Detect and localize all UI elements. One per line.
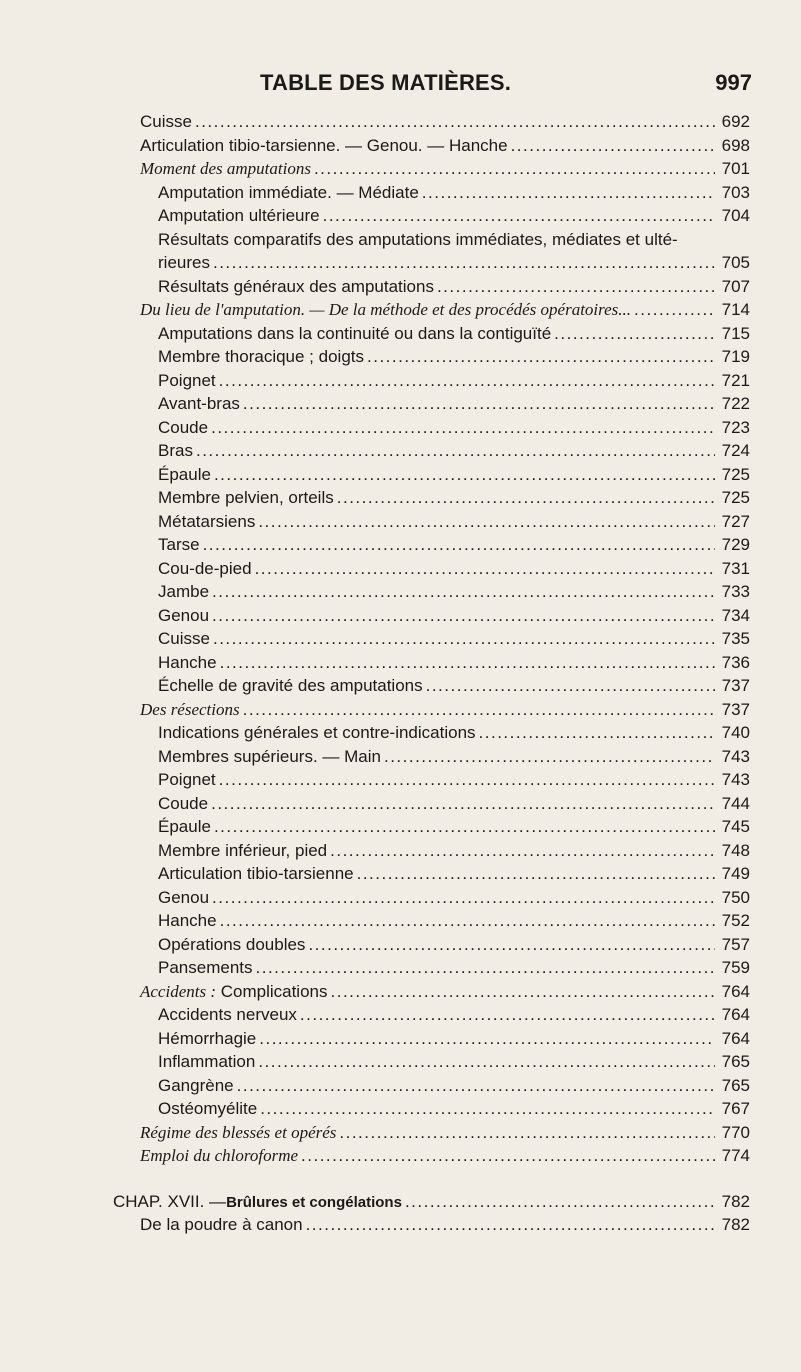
toc-entry (140, 110, 750, 133)
dot-leader (259, 1027, 715, 1050)
entry-label: Membre pelvien, orteils (158, 488, 334, 507)
entry-page-number: 759 (721, 958, 750, 977)
dot-leader (300, 1003, 715, 1026)
toc-entry (158, 416, 750, 439)
entry-page-number: 737 (721, 699, 750, 719)
entry-label: Inflammation (158, 1052, 256, 1071)
entry-label: De la poudre à canon (140, 1215, 303, 1234)
toc-entry (158, 1097, 750, 1120)
entry-label: Accidents : (140, 981, 216, 1001)
dot-leader (214, 463, 715, 486)
entry-page-number: 765 (721, 1075, 750, 1095)
entry-label: Membre thoracique ; doigts (158, 347, 364, 366)
chapter-title (226, 1190, 402, 1214)
entry-page-number: 701 (721, 159, 750, 178)
dot-leader (237, 1074, 715, 1097)
dot-leader (426, 674, 715, 697)
dot-leader (196, 439, 715, 462)
entry-label: Poignet (158, 770, 216, 789)
entry-page-number: 740 (721, 723, 750, 742)
dot-leader (314, 157, 715, 180)
dot-leader (405, 1190, 715, 1213)
entry-page-number: 703 (721, 182, 750, 202)
dot-leader (422, 181, 715, 204)
entry-page-number: 764 (721, 1005, 750, 1024)
toc-entry (140, 1213, 750, 1236)
toc-entry (158, 909, 750, 932)
toc-entry (158, 886, 750, 909)
toc-entry (140, 1144, 750, 1167)
entry-label: Indications générales et contre-indications (158, 723, 476, 742)
toc-entry (158, 1003, 750, 1026)
entry-label: Moment des amputations (140, 159, 311, 178)
entry-page-number: 782 (721, 1215, 750, 1234)
entry-label: Genou (158, 605, 210, 625)
dot-leader (367, 345, 715, 368)
toc-entry (158, 204, 750, 227)
dot-leader (634, 298, 715, 321)
entry-page-number: 744 (721, 793, 750, 813)
dot-leader (301, 1144, 715, 1167)
dot-leader (219, 768, 715, 791)
entry-label: Épaule (158, 464, 211, 484)
entry-label: Du lieu de l'amputation. — De la méthode et des procédés opératoires... (140, 300, 632, 319)
dot-leader (211, 792, 715, 815)
entry-label: Pansements (158, 958, 253, 977)
entry-label: Bras (158, 441, 193, 460)
entry-label: rieures (158, 253, 210, 272)
dot-leader (213, 627, 715, 650)
toc-entry (140, 980, 750, 1003)
dot-leader (260, 1097, 715, 1120)
running-title: TABLE DES MATIÈRES. (260, 70, 512, 95)
toc-entry (158, 792, 750, 815)
toc-entry (158, 463, 750, 486)
dot-leader (220, 909, 715, 932)
toc-entry (158, 345, 750, 368)
entry-label: Articulation tibio-tarsienne. — Genou. — Hanche (140, 135, 508, 155)
dot-leader (220, 651, 715, 674)
toc-entry (140, 698, 750, 721)
toc-entry (158, 510, 750, 533)
entry-label: Amputation immédiate. — Médiate (158, 182, 419, 202)
toc-entry (158, 275, 750, 298)
entry-page-number: 725 (721, 464, 750, 484)
entry-page-number: 692 (721, 112, 750, 131)
toc-entry (158, 439, 750, 462)
entry-page-number: 764 (721, 981, 750, 1001)
entry-page-number: 770 (721, 1122, 750, 1142)
toc-entry (158, 322, 750, 345)
dot-leader (212, 580, 715, 603)
toc-entry (158, 181, 750, 204)
entry-page-number: 727 (721, 511, 750, 531)
entry-label: Ostéomyélite (158, 1099, 258, 1118)
entry-page-number: 765 (721, 1052, 750, 1071)
entry-page-number: 707 (721, 276, 750, 296)
entry-page-number: 743 (721, 770, 750, 789)
entry-label: Amputations dans la continuité ou dans la contiguïté (158, 323, 552, 343)
dot-leader (554, 322, 715, 345)
dot-leader (195, 110, 715, 133)
entry-label: Métatarsiens (158, 511, 256, 531)
entry-page-number: 743 (721, 746, 750, 766)
dot-leader (337, 486, 715, 509)
toc-entry (158, 651, 750, 674)
toc-entry (158, 815, 750, 838)
entry-page-number: 764 (721, 1028, 750, 1048)
toc-entry (158, 745, 750, 768)
dot-leader (258, 1050, 715, 1073)
entry-label: Régime des blessés et opérés (140, 1122, 337, 1142)
entry-page-number: 735 (721, 629, 750, 648)
entry-label: Des résections (140, 699, 240, 719)
entry-label: Articulation tibio-tarsienne (158, 864, 354, 883)
entry-page-number: 722 (721, 394, 750, 413)
chapter-entry (113, 1190, 750, 1213)
dot-leader (306, 1213, 715, 1236)
toc-entry (158, 721, 750, 744)
entry-label: Résultats généraux des amputations (158, 276, 434, 296)
toc-entry (158, 674, 750, 697)
entry-page-number: 737 (721, 676, 750, 695)
entry-page-number: 731 (721, 558, 750, 578)
entry-page-number: 757 (721, 934, 750, 954)
dot-leader (213, 251, 715, 274)
entry-label: Hanche (158, 911, 217, 930)
entry-label: Membres supérieurs. — Main (158, 746, 381, 766)
entry-page-number: 721 (721, 370, 750, 390)
toc-entry (158, 533, 750, 556)
toc-entry (158, 1027, 750, 1050)
entry-label: Hanche (158, 652, 217, 672)
entry-page-number: 704 (721, 206, 750, 225)
toc-entry (158, 839, 750, 862)
toc-entry (158, 604, 750, 627)
dot-leader (243, 392, 715, 415)
toc-entry (158, 627, 750, 650)
dot-leader (211, 416, 715, 439)
dot-leader (308, 933, 715, 956)
entry-label: Membre inférieur, pied (158, 840, 328, 860)
entry-label: Avant-bras (158, 394, 240, 413)
chapter-title-text: Brûlures et congélations (226, 1193, 402, 1211)
dot-leader (255, 557, 715, 580)
entry-page-number: 752 (721, 911, 750, 930)
entry-label: Coude (158, 417, 209, 437)
page-number: 997 (715, 70, 752, 95)
entry-page-number: 715 (721, 323, 750, 343)
toc-entry (158, 228, 750, 251)
toc-entry (158, 933, 750, 956)
dot-leader (258, 510, 715, 533)
toc-entry (158, 862, 750, 885)
entry-page-number: 749 (721, 864, 750, 883)
toc-entry (158, 1074, 750, 1097)
toc-entry (158, 557, 750, 580)
entry-label: Accidents nerveux (158, 1005, 297, 1024)
entry-label: Gangrène (158, 1075, 234, 1095)
entry-page-number: 774 (721, 1146, 750, 1165)
entry-label: Hémorrhagie (158, 1028, 257, 1048)
dot-leader (212, 886, 715, 909)
entry-label: Échelle de gravité des amputations (158, 676, 423, 695)
toc-entry (158, 251, 750, 274)
entry-label: Jambe (158, 582, 210, 601)
entry-page-number: 714 (721, 300, 750, 319)
toc-entry (158, 768, 750, 791)
entry-page-number: 736 (721, 652, 750, 672)
dot-leader (357, 862, 715, 885)
entry-page-number: 729 (721, 535, 750, 554)
entry-page-number: 698 (721, 135, 750, 155)
entry-page-number: 767 (721, 1099, 750, 1118)
entry-label: Cuisse (140, 112, 192, 131)
entry-page-number: 725 (721, 488, 750, 507)
dot-leader (219, 369, 715, 392)
dot-leader (203, 533, 715, 556)
entry-page-number: 719 (721, 347, 750, 366)
entry-page-number: 748 (721, 840, 750, 860)
dot-leader (331, 980, 716, 1003)
dot-leader (339, 1121, 715, 1144)
dot-leader (384, 745, 715, 768)
dot-leader (437, 275, 715, 298)
toc-entry (140, 298, 750, 321)
entry-page-number: 724 (721, 441, 750, 460)
toc-entry (158, 392, 750, 415)
toc-entry (158, 1050, 750, 1073)
entry-label: Cou-de-pied (158, 558, 252, 578)
dot-leader (256, 956, 716, 979)
toc-entry (158, 580, 750, 603)
toc-entry (158, 369, 750, 392)
entry-label: Cuisse (158, 629, 210, 648)
entry-label: Genou (158, 887, 210, 907)
entry-label: Épaule (158, 817, 211, 836)
page-header (140, 70, 752, 100)
dot-leader (243, 698, 715, 721)
toc-entry (140, 1121, 750, 1144)
entry-page-number: 733 (721, 582, 750, 601)
entry-label: Tarse (158, 535, 200, 554)
entry-page-number: 723 (721, 417, 750, 437)
entry-label: Résultats comparatifs des amputations immédiates, médiates et ulté- (158, 229, 678, 249)
entry-label: Poignet (158, 370, 216, 390)
entry-label: Opérations doubles (158, 934, 306, 954)
entry-label-continued: Complications (216, 981, 328, 1001)
toc-entry (158, 956, 750, 979)
dot-leader (479, 721, 715, 744)
entry-label: Emploi du chloroforme (140, 1146, 299, 1165)
toc-entry (140, 157, 750, 180)
dot-leader (214, 815, 715, 838)
entry-page-number: 750 (721, 887, 750, 907)
chapter-page-number: 782 (721, 1191, 750, 1211)
entry-page-number: 734 (721, 605, 750, 625)
entry-label: Coude (158, 793, 209, 813)
entry-label: Amputation ultérieure (158, 206, 320, 225)
entry-page-number: 705 (721, 253, 750, 272)
toc-entry (140, 134, 750, 157)
toc-entry (158, 486, 750, 509)
dot-leader (323, 204, 715, 227)
dot-leader (330, 839, 715, 862)
chapter-number: CHAP. XVII. — (113, 1191, 227, 1211)
dot-leader (511, 134, 715, 157)
dot-leader (212, 604, 715, 627)
entry-page-number: 745 (721, 817, 750, 836)
